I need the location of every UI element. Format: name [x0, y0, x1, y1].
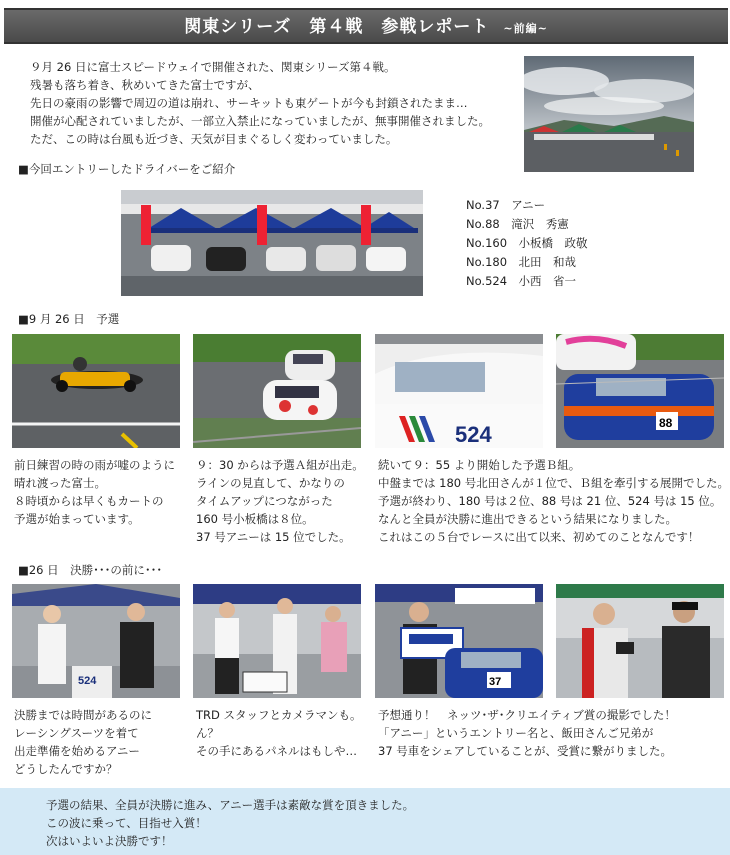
summary-line: 次はいよいよ決勝です！ [46, 834, 173, 848]
finals-caption-2 [196, 706, 362, 760]
caption-line: ８時頃からは早くもカートの [14, 494, 164, 508]
caption-line: 晴れ渡った富士。 [14, 476, 106, 490]
caption-line: ん？ [196, 726, 219, 740]
finals-heading: ■26 日 決勝･･･の前に･･･ [18, 563, 163, 577]
car-88-photo [556, 334, 724, 448]
caption-line: レーシングスーツを着て [14, 726, 139, 740]
intro-line: 残暑も落ち着き、秋めいてきた富士ですが、 [30, 78, 260, 92]
intro-line: 開催が心配されていましたが、一部立入禁止になっていましたが、無事開催されました。 [30, 114, 490, 128]
car-524-photo [375, 334, 543, 448]
award-photo [375, 584, 543, 698]
intro-line: 先日の豪雨の影響で周辺の道は崩れ、サーキットも東ゲートが今も封鎖されたまま… [30, 96, 468, 110]
intro-text [30, 58, 490, 148]
intro-line: ただ、この時は台風も近づき、天気が目まぐるしく変わっていました。 [30, 132, 398, 146]
qualifying-caption-1 [14, 456, 175, 528]
caption-line: どうしたんですか？ [14, 762, 118, 776]
caption-line: なんと全員が決勝に進出できるという結果になりました。 [378, 512, 677, 526]
summary-line: この波に乗って、目指せ入賞！ [46, 816, 207, 830]
caption-line: 予選が終わり、180 号は２位、88 号は 21 位、524 号は 15 位。 [378, 494, 722, 508]
caption-line: これはこの５台でレースに出て以来、初めてのことなんです！ [378, 530, 700, 544]
caption-line: 続いて９：55 より開始した予選Ｂ組。 [378, 458, 581, 472]
caption-line: 中盤までは 180 号北田さんが１位で、Ｂ組を牽引する展開でした。 [378, 476, 730, 490]
qualifying-heading: ■9 月 26 日 予選 [18, 312, 120, 326]
caption-line: 予想通り！ ネッツ･ザ･クリエイティブ賞の撮影でした！ [378, 708, 676, 722]
interview-photo [556, 584, 724, 698]
caption-line: その手にあるパネルはもしや… [196, 744, 357, 758]
caption-line: 出走準備を始めるアニー [14, 744, 140, 758]
caption-line: 前日練習の時の雨が嘘のように [14, 458, 175, 472]
team-tents-photo [121, 190, 423, 296]
car-number-label: 524 [78, 675, 97, 687]
caption-line: ラインの見直して、かなりの [196, 476, 345, 490]
driver-item: No.37 アニー [466, 198, 546, 212]
qualifying-caption-3 [378, 456, 729, 546]
driver-list [466, 196, 588, 291]
caption-line: 決勝までは時間があるのに [14, 708, 152, 722]
caption-line: 160 号小板橋は８位。 [196, 512, 314, 526]
intro-line: ９月 26 日に富士スピードウェイで開催された、関東シリーズ第４戦。 [30, 60, 396, 74]
annie-preparing-photo [12, 584, 180, 698]
caption-line: 「アニー」というエントリー名と、飯田さんご兄弟が [378, 726, 654, 740]
summary-box [0, 788, 730, 855]
qualifying-caption-2 [196, 456, 364, 546]
trd-staff-photo [193, 584, 361, 698]
caption-line: 予選が始まっています。 [14, 512, 140, 526]
kart-photo [12, 334, 180, 448]
report-header [4, 8, 728, 44]
driver-item: No.180 北田 和哉 [466, 255, 577, 269]
caption-line: 37 号車をシェアしていることが、受賞に繋がりました。 [378, 744, 673, 758]
driver-item: No.160 小板橋 政敬 [466, 236, 588, 250]
car-number-label: 88 [659, 416, 673, 430]
caption-line: 37 号アニーは 15 位でした。 [196, 530, 351, 544]
caption-line: タイムアップにつながった [196, 494, 333, 508]
finals-caption-1 [14, 706, 152, 778]
circuit-photo [524, 56, 694, 172]
report-title: 関東シリーズ 第４戦 参戦レポート [184, 17, 490, 37]
finals-caption-3 [378, 706, 676, 760]
car-number-label: 37 [489, 676, 502, 688]
caption-line: ９：30 からは予選Ａ組が出走。 [196, 458, 364, 472]
car-number-label: 524 [455, 422, 492, 447]
report-subtitle: ~前編~ [503, 22, 548, 35]
drivers-heading: ■今回エントリーしたドライバーをご紹介 [18, 162, 236, 176]
driver-item: No.524 小西 省一 [466, 274, 577, 288]
summary-line: 予選の結果、全員が決勝に進み、アニー選手は素敵な賞を頂きました。 [46, 798, 415, 812]
corner-cars-photo [193, 334, 361, 448]
driver-item: No.88 滝沢 秀憲 [466, 217, 569, 231]
caption-line: TRD スタッフとカメラマンも。 [196, 708, 362, 722]
